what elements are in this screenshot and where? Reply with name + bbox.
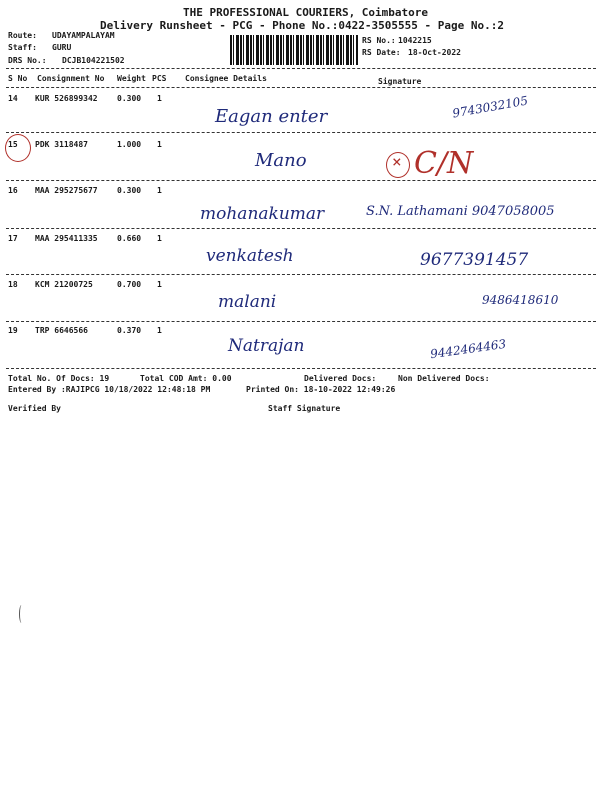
row-17-sno: 17: [8, 234, 18, 243]
row-19-signature-handwritten: 9442464463: [429, 336, 507, 362]
route-label: Route:: [8, 31, 37, 40]
row-16-signature-handwritten: S.N. Lathamani 9047058005: [366, 204, 555, 219]
printed-on: Printed On: 18-10-2022 12:49:26: [246, 385, 396, 394]
stray-pen-mark: [19, 605, 24, 623]
col-consignment: Consignment No: [37, 74, 105, 83]
entered-by: Entered By :RAJIPCG 10/18/2022 12:48:18 PM: [8, 385, 211, 394]
drs-value: DCJB104221502: [62, 56, 125, 65]
total-cod: Total COD Amt: 0.00: [140, 374, 232, 383]
row-16-consignment: MAA 295275677: [35, 186, 98, 195]
row-18-pcs: 1: [157, 280, 162, 289]
row-19-rule: [6, 368, 596, 369]
rs-date-label: RS Date:: [362, 48, 401, 57]
drs-label: DRS No.:: [8, 56, 47, 65]
row-18-rule: [6, 321, 596, 322]
row-15-sno: 15: [8, 140, 18, 149]
row-19-consignee-handwritten: Natrajan: [228, 336, 305, 356]
x-mark: ×: [392, 152, 402, 171]
row-17-signature-handwritten: 9677391457: [420, 250, 529, 270]
rs-no-value: 1042215: [398, 36, 432, 45]
col-weight: Weight: [117, 74, 146, 83]
row-14-consignee-handwritten: Eagan enter: [215, 106, 328, 127]
row-16-weight: 0.300: [117, 186, 142, 195]
total-docs: Total No. Of Docs: 19: [8, 374, 110, 383]
row-17-pcs: 1: [157, 234, 162, 243]
col-sno: S No: [8, 74, 28, 83]
header-top-rule: [6, 68, 596, 69]
row-16-sno: 16: [8, 186, 18, 195]
non-delivered-docs: Non Delivered Docs:: [398, 374, 490, 383]
runsheet-subtitle: Delivery Runsheet - PCG - Phone No.:0422-3505555 - Page No.:2: [100, 19, 504, 32]
col-signature: Signature: [378, 77, 422, 86]
col-pcs: PCS: [152, 74, 167, 83]
row-17-consignee-handwritten: venkatesh: [206, 246, 294, 266]
row-15-rule: [6, 180, 596, 181]
route-value: UDAYAMPALAYAM: [52, 31, 115, 40]
row-15-weight: 1.000: [117, 140, 142, 149]
row-16-consignee-handwritten: mohanakumar: [200, 204, 325, 224]
row-16-rule: [6, 228, 596, 229]
rs-date-value: 18-Oct-2022: [408, 48, 461, 57]
row-19-pcs: 1: [157, 326, 162, 335]
rs-no-label: RS No.:: [362, 36, 396, 45]
company-title: THE PROFESSIONAL COURIERS, Coimbatore: [183, 6, 429, 19]
row-15-consignment: PDK 3118487: [35, 140, 88, 149]
row-18-consignment: KCM 21200725: [35, 280, 93, 289]
row-14-consignment: KUR 526899342: [35, 94, 98, 103]
staff-value: GURU: [52, 43, 72, 52]
row-19-consignment: TRP 6646566: [35, 326, 88, 335]
row-18-weight: 0.700: [117, 280, 142, 289]
row-17-rule: [6, 274, 596, 275]
row-15-pcs: 1: [157, 140, 162, 149]
delivered-docs: Delivered Docs:: [304, 374, 377, 383]
row-18-sno: 18: [8, 280, 18, 289]
row-14-rule: [6, 132, 596, 133]
staff-signature: Staff Signature: [268, 404, 341, 413]
row-15-consignee-handwritten: Mano: [255, 150, 307, 171]
row-16-pcs: 1: [157, 186, 162, 195]
row-14-pcs: 1: [157, 94, 162, 103]
staff-label: Staff:: [8, 43, 37, 52]
verified-by: Verified By: [8, 404, 61, 413]
barcode: [230, 35, 358, 65]
row-15-signature-handwritten: C/N: [414, 146, 474, 181]
row-18-consignee-handwritten: malani: [218, 292, 277, 312]
row-19-sno: 19: [8, 326, 18, 335]
row-14-sno: 14: [8, 94, 18, 103]
row-14-weight: 0.300: [117, 94, 142, 103]
header-bottom-rule: [6, 87, 596, 88]
col-consignee: Consignee Details: [185, 74, 267, 83]
row-19-weight: 0.370: [117, 326, 142, 335]
row-18-signature-handwritten: 9486418610: [482, 293, 559, 307]
row-17-weight: 0.660: [117, 234, 142, 243]
row-17-consignment: MAA 295411335: [35, 234, 98, 243]
row-14-signature-handwritten: 9743032105: [451, 93, 529, 121]
